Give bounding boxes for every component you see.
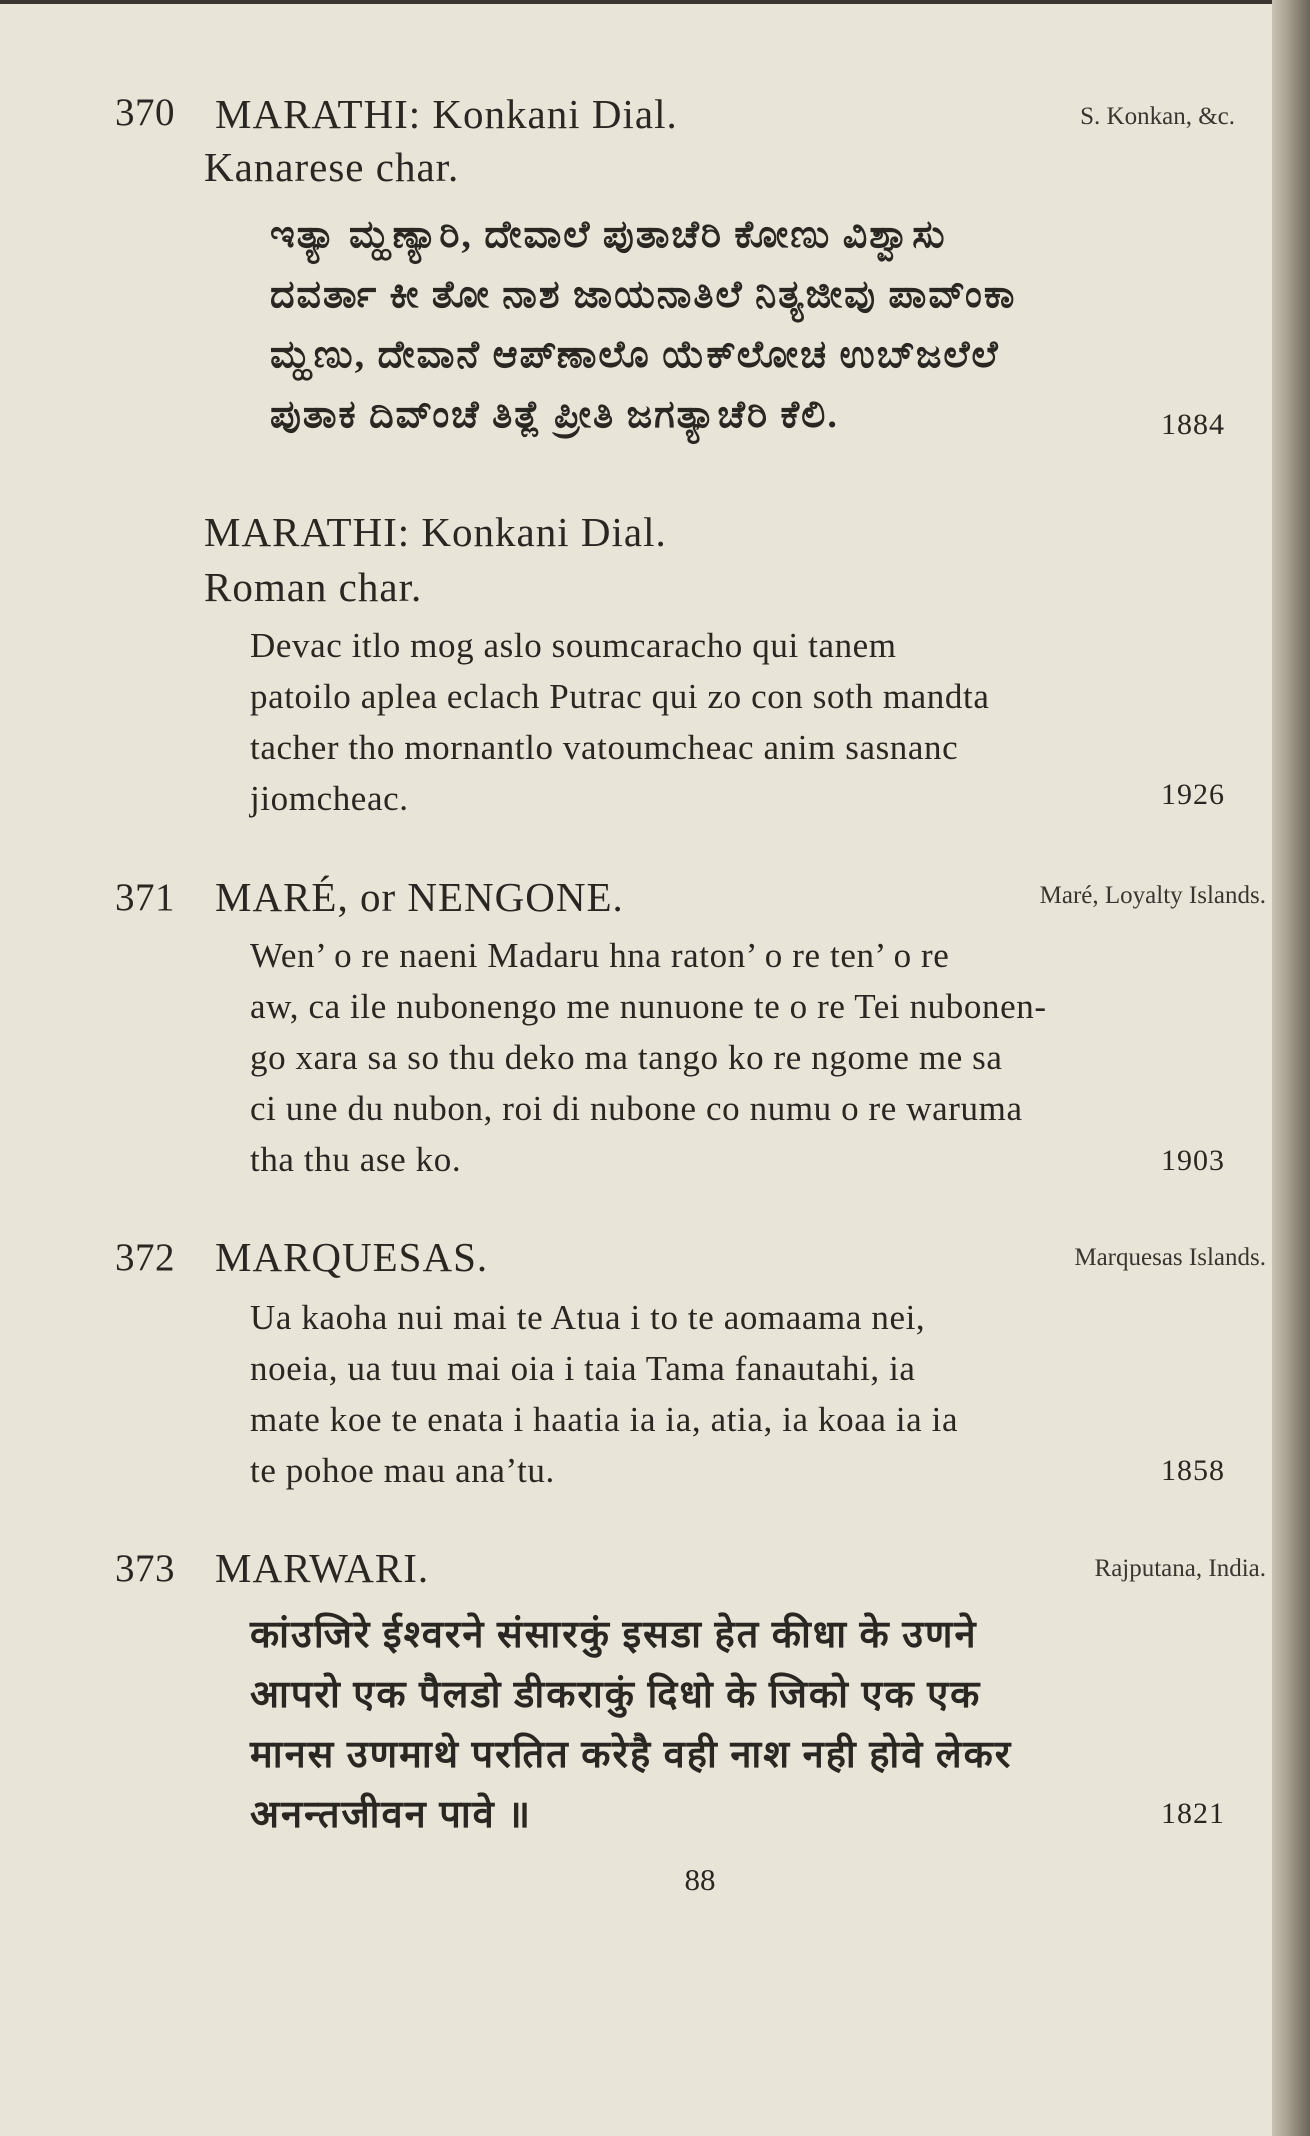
year: 1821 (1161, 1797, 1225, 1830)
year: 1884 (1161, 408, 1225, 441)
language-name: MARQUESAS. (215, 1234, 489, 1280)
verse-text (270, 205, 1230, 445)
verse-line: aw, ca ile nubonengo me nunuone te o re Tei nubonen- (250, 987, 1047, 1026)
script-note: Kanarese char. (204, 144, 460, 190)
verse-text (250, 620, 1225, 824)
verse-text (250, 1292, 1225, 1496)
language-name: MARÉ, or NENGONE. (215, 874, 624, 920)
language-name: MARATHI: Konkani Dial. (215, 91, 678, 137)
page-number: 88 (684, 1862, 716, 1897)
language-name: MARATHI: Konkani Dial. (204, 509, 667, 555)
verse-line: आपरो एक पैलडो डीकराकुं दिधो के जिको एक एक (250, 1674, 982, 1716)
page-edge (1272, 0, 1310, 2136)
verse-line: tha thu ase ko. (250, 1140, 462, 1179)
verse-line: Devac itlo mog aslo soumcaracho qui tanem (250, 626, 897, 665)
year: 1858 (1161, 1454, 1225, 1487)
verse-text (250, 930, 1225, 1185)
verse-line: mate koe te enata i haatia ia ia, atia, ia koaa ia ia (250, 1400, 959, 1439)
verse-line: tacher tho mornantlo vatoumcheac anim sasnanc (250, 728, 959, 767)
verse-line: ಪುತಾಕ ದಿವ್‍ಂಚೆ ತಿತ್ಲೆ ಪ್ರೀತಿ ಜಗತ್ಯಾಚೆರಿ ಕೆಲಿ. (270, 394, 839, 436)
script-note: Roman char. (204, 564, 423, 610)
verse-line: Ua kaoha nui mai te Atua i to te aomaama nei, (250, 1298, 926, 1337)
verse-line: noeia, ua tuu mai oia i taia Tama fanautahi, ia (250, 1349, 916, 1388)
verse-text (250, 1605, 1225, 1845)
location: Maré, Loyalty Islands. (1039, 882, 1266, 909)
verse-line: अनन्तजीवन पावे ॥ (250, 1794, 533, 1836)
verse-line: ಮ್ಹಣು, ದೇವಾನೆ ಆಪ್‍ಣಾಲೊ ಯೆಕ್‍ಲೋಚ ಉಬ್‍ಜಲೆಲೆ (270, 334, 1000, 376)
verse-line: go xara sa so thu deko ma tango ko re ngome me sa (250, 1038, 1003, 1077)
language-name: MARWARI. (215, 1545, 430, 1591)
top-border (0, 0, 1310, 4)
verse-line: te pohoe mau ana’tu. (250, 1451, 555, 1490)
verse-line: ci une du nubon, roi di nubone co numu o re waruma (250, 1089, 1023, 1128)
entry-number: 370 (115, 91, 175, 134)
entry-number: 372 (115, 1236, 175, 1279)
verse-line: jiomcheac. (250, 779, 409, 818)
verse-line: मानस उणमाथे परतित करेहै वही नाश नही होवे लेकर (250, 1734, 1013, 1776)
verse-line: Wen’ o re naeni Madaru hna raton’ o re ten’ o re (250, 936, 950, 975)
entry-number: 371 (115, 876, 175, 919)
verse-line: patoilo aplea eclach Putrac qui zo con soth mandta (250, 677, 990, 716)
verse-line: ದವರ್ತಾ ಕೀ ತೋ ನಾಶ ಜಾಯನಾತಿಲೆ ನಿತ್ಯಜೀವು ಪಾವ್‍ಂಕಾ (270, 274, 1017, 316)
location: Marquesas Islands. (1074, 1244, 1266, 1271)
location: S. Konkan, &c. (1080, 103, 1235, 130)
year: 1926 (1161, 778, 1225, 811)
year: 1903 (1161, 1144, 1225, 1177)
location: Rajputana, India. (1094, 1555, 1266, 1582)
entry-number: 373 (115, 1547, 175, 1590)
verse-line: ಇತ್ಯಾ ಮ್ಹಣ್ಯಾರಿ, ದೇವಾಲೆ ಪುತಾಚೆರಿ ಕೋಣು ವಿಶ್ವಾಸು (270, 214, 947, 256)
verse-line: कांउजिरे ईश्वरने संसारकुं इसडा हेत कीधा के उणने (250, 1614, 978, 1656)
